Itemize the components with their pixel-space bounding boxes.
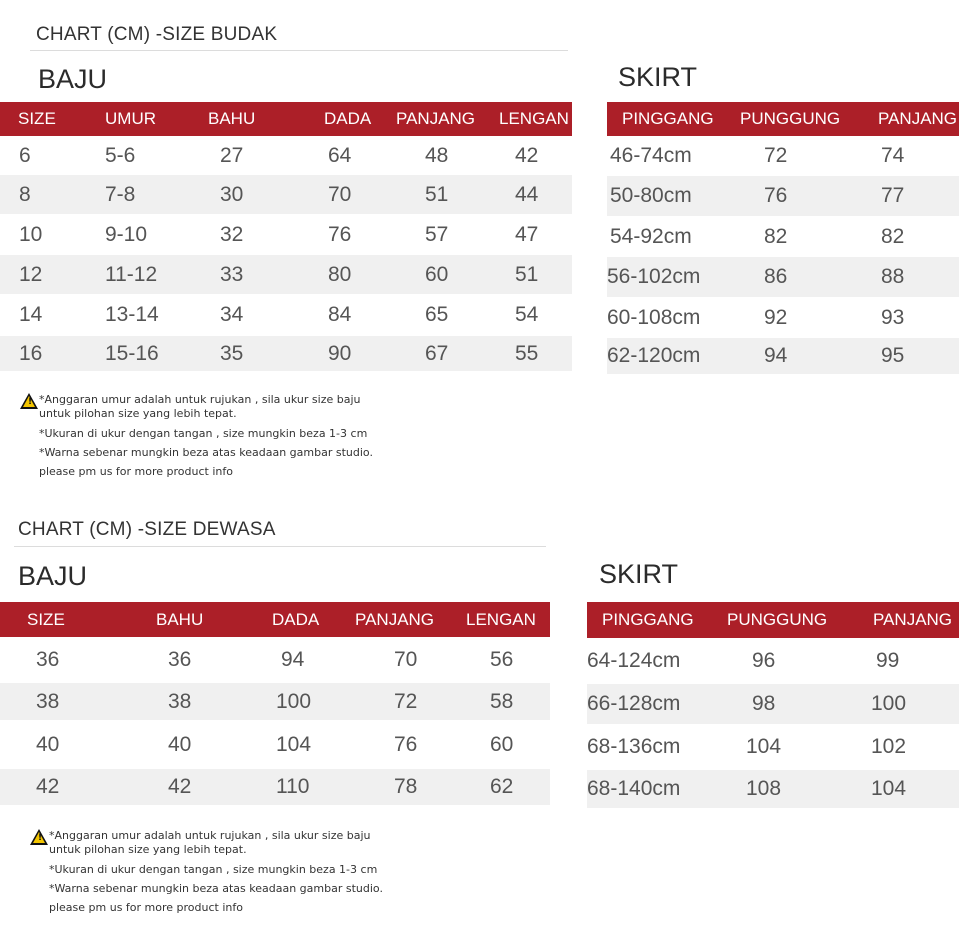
dewasa-baju-table xyxy=(0,602,550,805)
table-cell: 34 xyxy=(220,303,244,326)
table-cell: 96 xyxy=(752,649,776,672)
table-row xyxy=(0,637,550,683)
table-cell: 76 xyxy=(727,176,870,216)
col-header-umur: UMUR xyxy=(105,102,208,136)
table-cell: 68-140cm xyxy=(587,770,714,808)
table-cell: 40 xyxy=(168,732,192,756)
table-cell: 60 xyxy=(396,255,499,294)
table-cell: 86 xyxy=(727,257,870,297)
table-cell: 38 xyxy=(0,683,136,720)
table-row xyxy=(0,255,572,294)
table-cell: 72 xyxy=(764,144,788,167)
table-cell: 72 xyxy=(346,683,457,720)
table-cell: 27 xyxy=(220,143,244,167)
table-cell: 64 xyxy=(328,143,352,167)
table-cell: 30 xyxy=(208,175,317,214)
table-header-row xyxy=(0,102,572,136)
table-cell: 76 xyxy=(394,732,418,756)
col-header-dada: DADA xyxy=(251,602,346,637)
table-row xyxy=(607,338,959,374)
table-cell: 93 xyxy=(881,305,905,329)
table-row xyxy=(607,176,959,216)
table-row xyxy=(587,770,959,808)
table-cell: 13-14 xyxy=(105,303,159,326)
table-cell: 88 xyxy=(870,257,959,297)
table-cell: 5-6 xyxy=(105,143,136,167)
note-line: *Ukuran di ukur dengan tangan , size mungkin beza 1-3 cm xyxy=(39,427,368,440)
table-header-row xyxy=(0,602,550,637)
table-cell: 55 xyxy=(499,336,572,371)
table-cell: 104 xyxy=(860,770,959,808)
table-row xyxy=(0,336,572,371)
col-header-size: SIZE xyxy=(0,102,105,136)
table-row xyxy=(0,720,550,769)
table-cell: 76 xyxy=(328,222,352,246)
table-cell: 42 xyxy=(136,769,251,805)
col-header-panjang: PANJANG xyxy=(860,602,959,638)
table-cell: 57 xyxy=(425,222,449,246)
table-cell: 99 xyxy=(876,649,900,672)
col-header-panjang: PANJANG xyxy=(870,102,959,136)
table-cell: 66-128cm xyxy=(587,684,714,724)
table-cell: 62-120cm xyxy=(607,338,727,374)
table-cell: 108 xyxy=(714,770,860,808)
table-cell: 47 xyxy=(515,222,539,246)
table-cell: 50-80cm xyxy=(607,176,727,216)
col-header-lengan: LENGAN xyxy=(457,602,550,637)
table-cell: 84 xyxy=(328,303,352,326)
table-cell: 36 xyxy=(168,648,192,671)
table-cell: 36 xyxy=(36,648,60,671)
table-row xyxy=(607,297,959,338)
budak-baju-heading: BAJU xyxy=(38,64,108,94)
col-header-pinggang: PINGGANG xyxy=(587,602,714,638)
table-cell: 54 xyxy=(515,303,539,326)
dewasa-baju-heading: BAJU xyxy=(18,561,88,591)
table-cell: 38 xyxy=(136,683,251,720)
table-cell: 16 xyxy=(0,336,105,371)
table-cell: 90 xyxy=(317,336,396,371)
table-cell: 56 xyxy=(490,648,514,671)
col-header-bahu: BAHU xyxy=(136,602,251,637)
table-cell: 46-74cm xyxy=(610,144,692,167)
table-cell: 44 xyxy=(499,175,572,214)
table-cell: 60 xyxy=(490,732,514,756)
table-cell: 67 xyxy=(396,336,499,371)
table-cell: 70 xyxy=(317,175,396,214)
table-cell: 64-124cm xyxy=(587,649,681,672)
table-cell: 82 xyxy=(881,224,905,248)
table-cell: 82 xyxy=(764,224,788,248)
table-row xyxy=(0,769,550,805)
table-cell: 94 xyxy=(281,648,305,671)
col-header-punggung: PUNGGUNG xyxy=(714,602,860,638)
note-line: please pm us for more product info xyxy=(39,465,233,478)
table-cell: 62 xyxy=(457,769,550,805)
table-cell: 42 xyxy=(0,769,136,805)
dewasa-skirt-heading: SKIRT xyxy=(599,559,679,589)
table-row xyxy=(607,216,959,257)
table-row xyxy=(0,294,572,336)
col-header-lengan: LENGAN xyxy=(499,102,572,136)
col-header-bahu: BAHU xyxy=(208,102,317,136)
table-row xyxy=(0,683,550,720)
table-cell: 110 xyxy=(251,769,346,805)
table-cell: 51 xyxy=(499,255,572,294)
table-cell: 15-16 xyxy=(105,336,208,371)
col-header-dada: DADA xyxy=(317,102,396,136)
dewasa-skirt-table xyxy=(587,602,959,808)
table-row xyxy=(607,136,959,176)
table-cell: 80 xyxy=(317,255,396,294)
table-cell: 40 xyxy=(36,732,60,756)
table-row xyxy=(587,724,959,770)
table-cell: 9-10 xyxy=(105,222,148,246)
table-cell: 100 xyxy=(251,683,346,720)
dewasa-title-divider xyxy=(14,546,546,547)
table-cell: 104 xyxy=(276,732,312,756)
table-row xyxy=(607,257,959,297)
table-row xyxy=(0,175,572,214)
table-cell: 68-136cm xyxy=(587,735,681,758)
budak-skirt-heading: SKIRT xyxy=(618,62,698,92)
table-row xyxy=(587,638,959,684)
table-cell: 74 xyxy=(881,144,905,167)
table-row xyxy=(587,684,959,724)
table-cell: 60-108cm xyxy=(607,305,701,329)
table-cell: 32 xyxy=(220,222,244,246)
table-header-row xyxy=(587,602,959,638)
note-line: *Anggaran umur adalah untuk rujukan , sila ukur size baju xyxy=(39,393,361,406)
note-line: *Ukuran di ukur dengan tangan , size mungkin beza 1-3 cm xyxy=(49,863,378,876)
table-cell: 95 xyxy=(870,338,959,374)
table-cell: 14 xyxy=(19,303,43,326)
table-cell: 94 xyxy=(727,338,870,374)
table-cell: 10 xyxy=(19,222,43,246)
note-line: *Warna sebenar mungkin beza atas keadaan gambar studio. xyxy=(39,446,373,459)
note-line: please pm us for more product info xyxy=(49,901,243,914)
table-cell: 6 xyxy=(19,143,31,167)
dewasa-section-title: CHART (CM) -SIZE DEWASA xyxy=(18,519,276,540)
col-header-panjang: PANJANG xyxy=(396,102,499,136)
table-cell: 7-8 xyxy=(105,175,208,214)
table-cell: 33 xyxy=(208,255,317,294)
table-cell: 100 xyxy=(860,684,959,724)
note-line: *Warna sebenar mungkin beza atas keadaan gambar studio. xyxy=(49,882,383,895)
note-line: *Anggaran umur adalah untuk rujukan , sila ukur size baju xyxy=(49,829,371,842)
dewasa-notes xyxy=(49,829,383,916)
budak-baju-table xyxy=(0,102,572,371)
table-cell: 77 xyxy=(870,176,959,216)
table-cell: 11-12 xyxy=(105,255,208,294)
table-cell: 65 xyxy=(425,303,449,326)
table-cell: 8 xyxy=(0,175,105,214)
table-cell: 98 xyxy=(714,684,860,724)
table-row xyxy=(0,214,572,255)
table-cell: 54-92cm xyxy=(610,224,692,248)
table-cell: 48 xyxy=(425,143,449,167)
budak-title-divider xyxy=(30,50,568,51)
col-header-size: SIZE xyxy=(0,602,136,637)
col-header-panjang: PANJANG xyxy=(346,602,457,637)
col-header-punggung: PUNGGUNG xyxy=(727,102,870,136)
budak-section-title: CHART (CM) -SIZE BUDAK xyxy=(36,24,278,45)
table-header-row xyxy=(607,102,959,136)
table-cell: 51 xyxy=(396,175,499,214)
note-line: untuk pilohan size yang lebih tepat. xyxy=(39,407,237,420)
warning-triangle-icon: ! xyxy=(20,393,38,409)
table-cell: 78 xyxy=(346,769,457,805)
table-cell: 42 xyxy=(515,143,539,167)
warning-triangle-icon: ! xyxy=(30,829,48,845)
table-cell: 12 xyxy=(0,255,105,294)
budak-notes xyxy=(39,393,373,480)
budak-skirt-table xyxy=(607,102,959,374)
table-cell: 56-102cm xyxy=(607,257,727,297)
table-row xyxy=(0,136,572,175)
table-cell: 70 xyxy=(394,648,418,671)
table-cell: 58 xyxy=(457,683,550,720)
table-cell: 104 xyxy=(746,735,782,758)
col-header-pinggang: PINGGANG xyxy=(607,102,727,136)
table-cell: 102 xyxy=(871,735,907,758)
table-cell: 35 xyxy=(208,336,317,371)
table-cell: 92 xyxy=(764,305,788,329)
note-line: untuk pilohan size yang lebih tepat. xyxy=(49,843,247,856)
